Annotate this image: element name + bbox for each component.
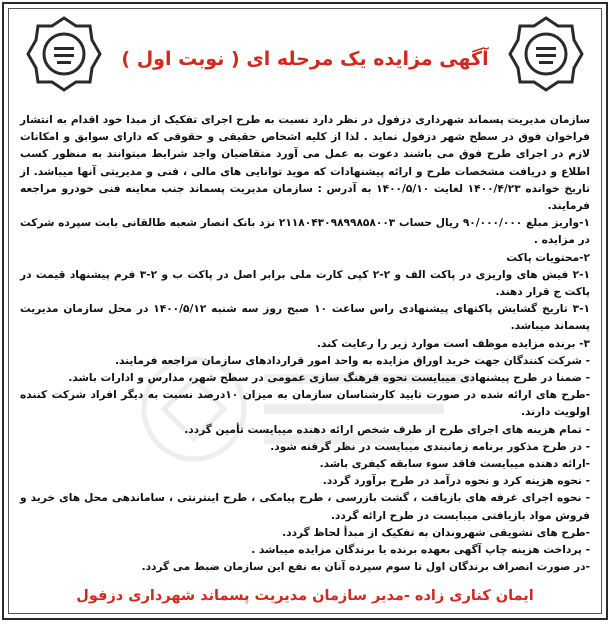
list-item: - پرداخت هزینه چاپ آگهی بعهده برنده یا برندگان مزایده میباشد .	[251, 544, 590, 557]
list-item: ۲-محتویات پاکت	[506, 251, 590, 264]
signature: ایمان کناری زاده -مدیر سازمان مدیریت پسماند شهرداری دزفول	[76, 588, 534, 604]
list-item: - نحوه هزینه کرد و نحوه درآمد در طرح برآورد گردد.	[322, 475, 590, 488]
list-item: - تمام هزینه های اجرای طرح از طرف شخص ارائه دهنده میبایست تأمین گردد.	[184, 423, 590, 436]
intro-paragraph: سازمان مدیریت پسماند شهرداری دزفول در نظر دارد نسبت به طرح اجرای تفکیک از مبدا خود اقدام به انتشار فراخوان فوق در سطح شهر دزفول نماید . لذا از کلیه اشخاص حقیقی و حقوقی که دارای سوابق و امکانات لازم در اجرای طرح فوق می باشند دعوت به عمل می آورد متقاضیان واجد شرایط میتوانند به منظور کسب اطلاع و دریافت مشخصات طرح و ارائه پیشنهادات که موید توانایی های مالی ، فنی و مدیریتی آنها میباشد. از تاریخ خوانده ۱۴۰۰/۴/۲۳ لغایت ۱۴۰۰/۵/۱۰ به آدرس : سازمان مدیریت پسماند جنب معاینه فنی خودرو مراجعه فرمایند.	[20, 114, 590, 213]
ad-body	[20, 112, 590, 576]
list-item: ۳-۱ تاریخ گشایش پاکتهای پیشنهادی راس ساعت ۱۰ صبح روز سه شنبه ۱۴۰۰/۵/۱۲ در محل سازمان مدیریت پسماند میباشد.	[20, 303, 590, 333]
list-item: -ارائه دهنده میبایست فاقد سوء سابقه کیفری باشد.	[319, 458, 590, 471]
list-item: -طرح های ارائه شده در صورت تایید کارشناسان سازمان به میزان ۱۰درصد نسبت به دیگر افراد شرکت کننده اولویت دارند.	[20, 389, 590, 419]
list-item: -طرح های تشویقی شهروندان به تفکیک از مبدأ لحاظ گردد.	[282, 526, 590, 539]
list-item: ۳- برنده مزایده موظف است موارد زیر را رعایت کند.	[316, 337, 590, 350]
list-item: - شرکت کنندگان جهت خرید اوراق مزایده به واحد امور قراردادهای سازمان مراجعه فرمایند.	[114, 354, 590, 367]
list-item: -در صورت انصراف برندگان اول تا سوم سپرده آنان به نفع این سازمان ضبط می گردد.	[141, 561, 590, 574]
list-item: ۱-واریز مبلغ ۹۰/۰۰۰/۰۰۰ ریال حساب ۲۱۱۸۰۴۳۰۹۸۹۹۸۵۸۰۰۳ نزد بانک انصار شعبه طالقانی بابت سپرده شرکت در مزایده .	[20, 217, 590, 247]
ad-title: آگهی مزایده یک مرحله ای ( نوبت اول )	[121, 48, 489, 70]
list-item: - در طرح مذکور برنامه زمانبندی میبایست در نظر گرفته شود.	[270, 440, 590, 453]
list-item: - نحوه اجرای غرفه های بازیافت ، گشت بازرسی ، طرح پیامکی ، طرح اینترنتی ، ساماندهی محل های خرید و فروش مواد بازیافتی میبایست در طرح ارائه گردد.	[20, 492, 590, 522]
list-item: - ضمنا در طرح پیشنهادی میبایست نحوه فرهنگ سازی عمومی در سطح شهر، مدارس و ادارات باشد.	[68, 372, 590, 385]
municipality-emblem-icon	[506, 14, 586, 94]
list-item: ۲-۱ فیش های واریزی در پاکت الف و ۲-۲ کپی کارت ملی برابر اصل در پاکت ب و ۲-۳ فرم پیشنهاد قیمت در پاکت ج قرار دهند.	[20, 268, 590, 299]
ad-frame	[2, 2, 608, 620]
municipality-emblem-icon	[24, 14, 104, 94]
